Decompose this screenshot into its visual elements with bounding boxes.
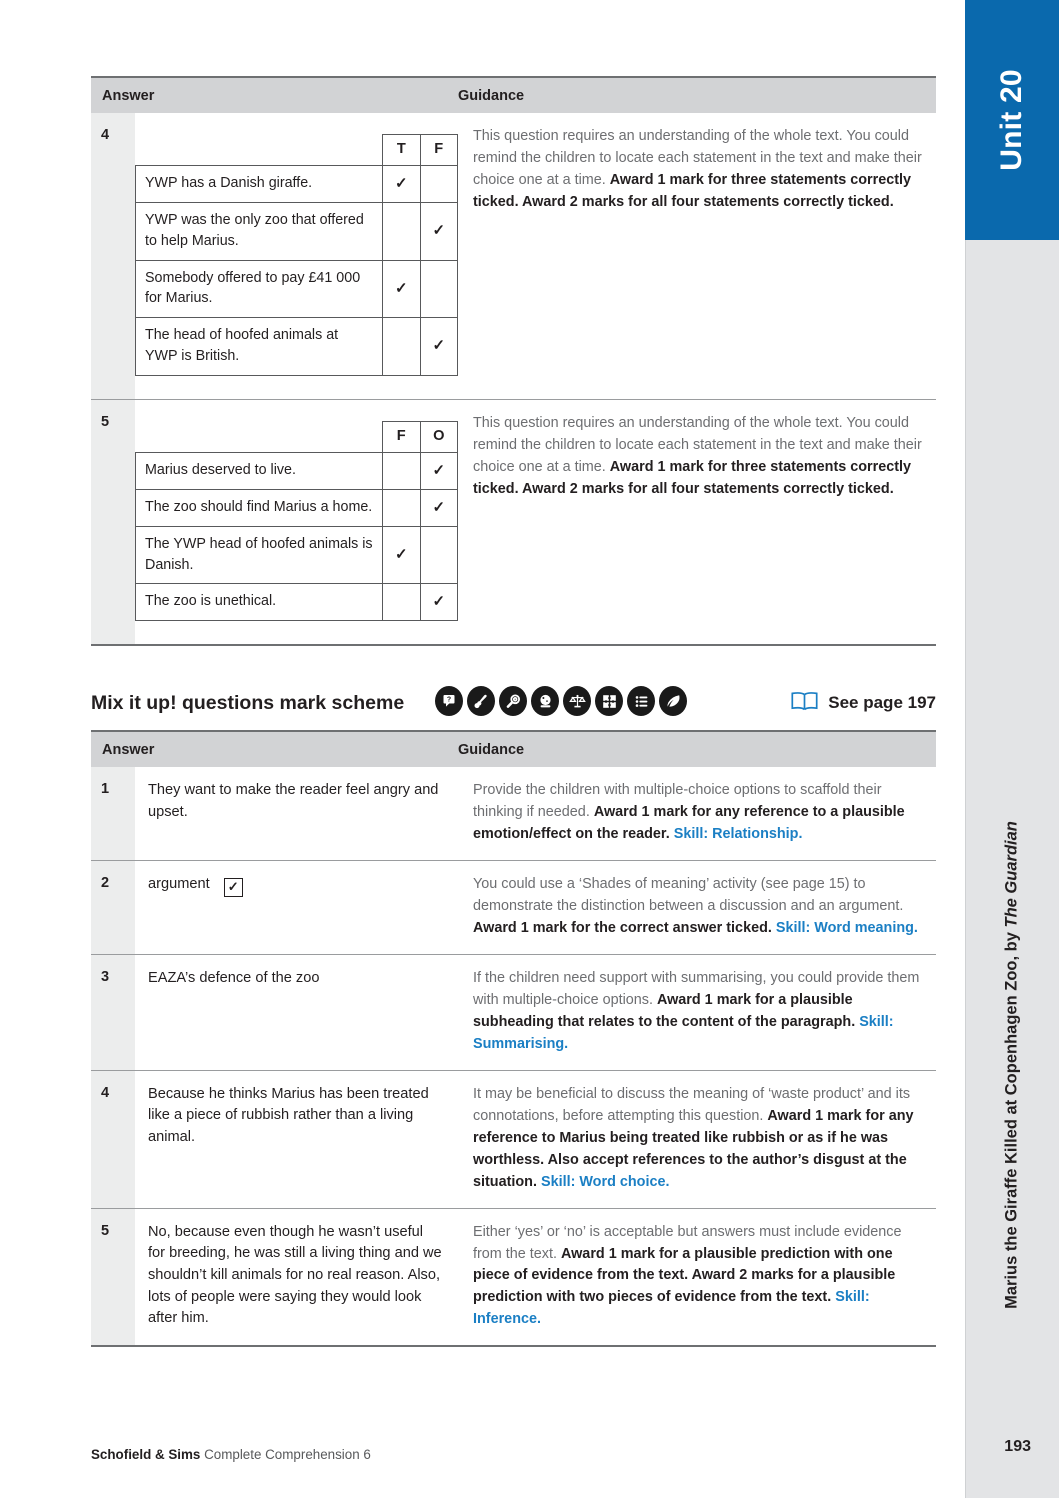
- guidance-text-bold: Award 1 mark for a plausible subheading that relates to the content of the paragraph.: [473, 991, 860, 1030]
- guidance-text-bold: Award 1 mark for the correct answer ticked.: [473, 919, 776, 936]
- guidance-text-bold: Award 1 mark for three statements correctly ticked. Award 2 marks for all four statements correctly ticked.: [473, 171, 912, 210]
- guidance-text-plain: Either ‘yes’ or ‘no’ is acceptable but answers must include evidence from the text.: [473, 1223, 902, 1262]
- answer-checkbox[interactable]: ✓: [224, 878, 243, 897]
- tf-checkbox-f[interactable]: [420, 318, 457, 376]
- bone-icon: [467, 686, 495, 716]
- rail-source-title: [1003, 821, 1022, 1309]
- right-rail: [965, 0, 1059, 1498]
- column-header-answer: Answer: [102, 741, 155, 758]
- tf-statement: YWP was the only zoo that offered to help Marius.: [136, 202, 383, 260]
- fo-checkbox-o[interactable]: [420, 489, 458, 526]
- guidance-text-plain: This question requires an understanding of the whole text. You could remind the children to locate each statement in the text and make their choice one at a time.: [473, 128, 922, 188]
- answer-cell: EAZA’s defence of the zoo: [148, 969, 320, 986]
- question-number: 5: [91, 1209, 135, 1346]
- answer-cell: [135, 113, 458, 399]
- fo-statement: The YWP head of hoofed animals is Danish.: [136, 526, 383, 584]
- guidance-cell: [458, 400, 936, 644]
- tick-icon: ✓: [395, 174, 408, 192]
- question-number: 5: [91, 400, 135, 644]
- footer: [91, 1447, 371, 1462]
- tick-icon: ✓: [432, 498, 446, 516]
- tf-row: [136, 318, 458, 376]
- jigsaw-puzzle-icon: [595, 686, 623, 716]
- guidance-cell: [458, 767, 936, 860]
- tf-checkbox-f[interactable]: [420, 202, 457, 260]
- crystal-ball-icon: [531, 686, 559, 716]
- answer-cell: No, because even though he wasn’t useful for breeding, he was still a living thing and we shouldn’t kill animals for no real reason. Also, lots of people were saying they would look after him.: [148, 1223, 442, 1327]
- fo-blank-corner: [136, 422, 383, 453]
- table-row: [91, 400, 936, 646]
- list-lines-icon: [627, 686, 655, 716]
- guidance-text-bold: Award 1 mark for any reference to Marius being treated like rubbish or as if he was worthless. Also accept references to the author’s disgust at the situation.: [473, 1107, 914, 1190]
- fo-col-header-o: O: [420, 422, 458, 453]
- table-one-header-row: [91, 78, 936, 113]
- true-false-grid: [135, 126, 458, 385]
- answer-cell: They want to make the reader feel angry and upset.: [148, 782, 439, 820]
- fo-checkbox-o[interactable]: [420, 453, 458, 490]
- rail-title-italic: The Guardian: [1002, 821, 1021, 928]
- footer-brand: Schofield & Sims: [91, 1447, 201, 1462]
- tf-row: [136, 260, 458, 318]
- tf-statement: YWP has a Danish giraffe.: [136, 166, 383, 203]
- guidance-text-plain: You could use a ‘Shades of meaning’ activity (see page 15) to demonstrate the distinction between a discussion and an argument.: [473, 875, 904, 914]
- tf-checkbox-f[interactable]: [420, 260, 457, 318]
- tick-icon: ✓: [394, 545, 408, 563]
- guidance-text-bold: Award 1 mark for a plausible prediction with one piece of evidence from the text. Award 2 marks for a plausible prediction with two pieces of evidence from the text.: [473, 1245, 896, 1306]
- answer-cell: Because he thinks Marius has been treated like a piece of rubbish rather than a living animal.: [148, 1085, 429, 1146]
- fo-statement: The zoo should find Marius a home.: [136, 489, 383, 526]
- fo-col-header-f: F: [383, 422, 420, 453]
- answer-cell: [135, 861, 458, 954]
- fo-statement: Marius deserved to live.: [136, 453, 383, 490]
- tf-col-header-f: F: [420, 135, 457, 166]
- tf-blank-corner: [136, 135, 383, 166]
- tf-row: [136, 166, 458, 203]
- page-number: 193: [1004, 1438, 1031, 1455]
- mark-scheme-table-one: [91, 76, 936, 646]
- fo-checkbox-f[interactable]: [383, 526, 420, 584]
- question-number: 2: [91, 861, 135, 954]
- open-book-icon: [790, 690, 819, 717]
- question-bubble-icon: [435, 686, 463, 716]
- answer-cell: [135, 400, 458, 644]
- column-header-guidance: Guidance: [458, 87, 525, 104]
- table-row: [91, 861, 936, 955]
- fo-row: [136, 584, 458, 621]
- guidance-text-bold: Award 1 mark for any reference to a plausible emotion/effect on the reader.: [473, 803, 905, 842]
- fact-opinion-grid: [135, 413, 458, 630]
- tf-checkbox-t[interactable]: [383, 318, 420, 376]
- tf-checkbox-t[interactable]: [383, 202, 420, 260]
- fo-checkbox-f[interactable]: [383, 489, 420, 526]
- skill-label: Skill: Word choice.: [540, 1173, 670, 1190]
- table-row: [91, 113, 936, 400]
- guidance-cell: [458, 861, 936, 954]
- table-two-header-row: [91, 732, 936, 767]
- guidance-text-plain: This question requires an understanding of the whole text. You could remind the children to locate each statement in the text and make their choice one at a time.: [473, 415, 922, 475]
- guidance-text-plain: If the children need support with summarising, you could provide them with multiple-choice options.: [473, 969, 920, 1008]
- table-row: [91, 767, 936, 861]
- balance-scales-icon: [563, 686, 591, 716]
- footer-series: Complete Comprehension 6: [200, 1447, 371, 1462]
- question-number: 1: [91, 767, 135, 860]
- skill-label: Skill: Word meaning.: [775, 919, 918, 936]
- fo-checkbox-o[interactable]: [420, 526, 458, 584]
- magnifying-glass-icon: [499, 686, 527, 716]
- tf-table-q4: [135, 134, 458, 376]
- guidance-text-plain: Provide the children with multiple-choice options to scaffold their thinking if needed.: [473, 782, 882, 820]
- skill-icon-row: [435, 686, 687, 716]
- mark-scheme-table-two: [91, 730, 936, 1347]
- tick-icon: ✓: [432, 222, 446, 240]
- column-header-guidance: Guidance: [458, 741, 525, 758]
- fo-checkbox-f[interactable]: [383, 453, 420, 490]
- tf-row: [136, 202, 458, 260]
- question-number: 3: [91, 955, 135, 1070]
- table-row: [91, 1071, 936, 1209]
- table-row: [91, 1209, 936, 1348]
- tf-checkbox-f[interactable]: [420, 166, 457, 203]
- guidance-cell: [458, 1209, 936, 1346]
- svg-text:?: ?: [446, 696, 452, 704]
- fo-row: [136, 453, 458, 490]
- guidance-text-plain: It may be beneficial to discuss the meaning of ‘waste product’ and its connotations, before attempting this question.: [473, 1085, 911, 1124]
- tf-statement: The head of hoofed animals at YWP is British.: [136, 318, 383, 376]
- tf-col-header-t: T: [383, 135, 420, 166]
- guidance-cell: [458, 955, 936, 1070]
- fo-table-q5: [135, 421, 458, 621]
- see-page-label: See page 197: [828, 693, 936, 712]
- fo-row: [136, 489, 458, 526]
- skill-label: Skill: Relationship.: [673, 825, 803, 842]
- section-heading: [91, 688, 936, 718]
- fo-checkbox-o[interactable]: [420, 584, 458, 621]
- tick-icon: ✓: [432, 593, 446, 611]
- skill-label: Skill: Inference.: [473, 1289, 870, 1328]
- tf-checkbox-t[interactable]: [383, 260, 420, 318]
- unit-tab: [965, 0, 1059, 240]
- fo-statement: The zoo is unethical.: [136, 584, 383, 621]
- tf-statement: Somebody offered to pay £41 000 for Marius.: [136, 260, 383, 318]
- tick-icon: ✓: [395, 279, 408, 297]
- column-header-answer: Answer: [102, 87, 155, 104]
- question-number: 4: [91, 113, 135, 399]
- answer-word: argument: [148, 875, 210, 892]
- tick-icon: ✓: [432, 461, 446, 479]
- fo-checkbox-f[interactable]: [383, 584, 420, 621]
- see-page-link[interactable]: [790, 688, 936, 718]
- guidance-text-bold: Award 1 mark for three statements correctly ticked. Award 2 marks for all four statements correctly ticked.: [473, 458, 912, 497]
- page-title: Mix it up! questions mark scheme: [91, 692, 405, 714]
- unit-label: Unit 20: [995, 69, 1028, 171]
- tick-icon: ✓: [432, 337, 446, 355]
- guidance-cell: [458, 1071, 936, 1208]
- table-row: [91, 955, 936, 1071]
- guidance-cell: [458, 113, 936, 399]
- rail-title-plain: Marius the Giraffe Killed at Copenhagen Zoo, by: [1002, 927, 1021, 1309]
- skill-label: Skill: Summarising.: [473, 1013, 894, 1052]
- question-number: 4: [91, 1071, 135, 1208]
- fo-row: [136, 526, 458, 584]
- quill-pen-icon: [659, 686, 687, 716]
- tf-checkbox-t[interactable]: [383, 166, 420, 203]
